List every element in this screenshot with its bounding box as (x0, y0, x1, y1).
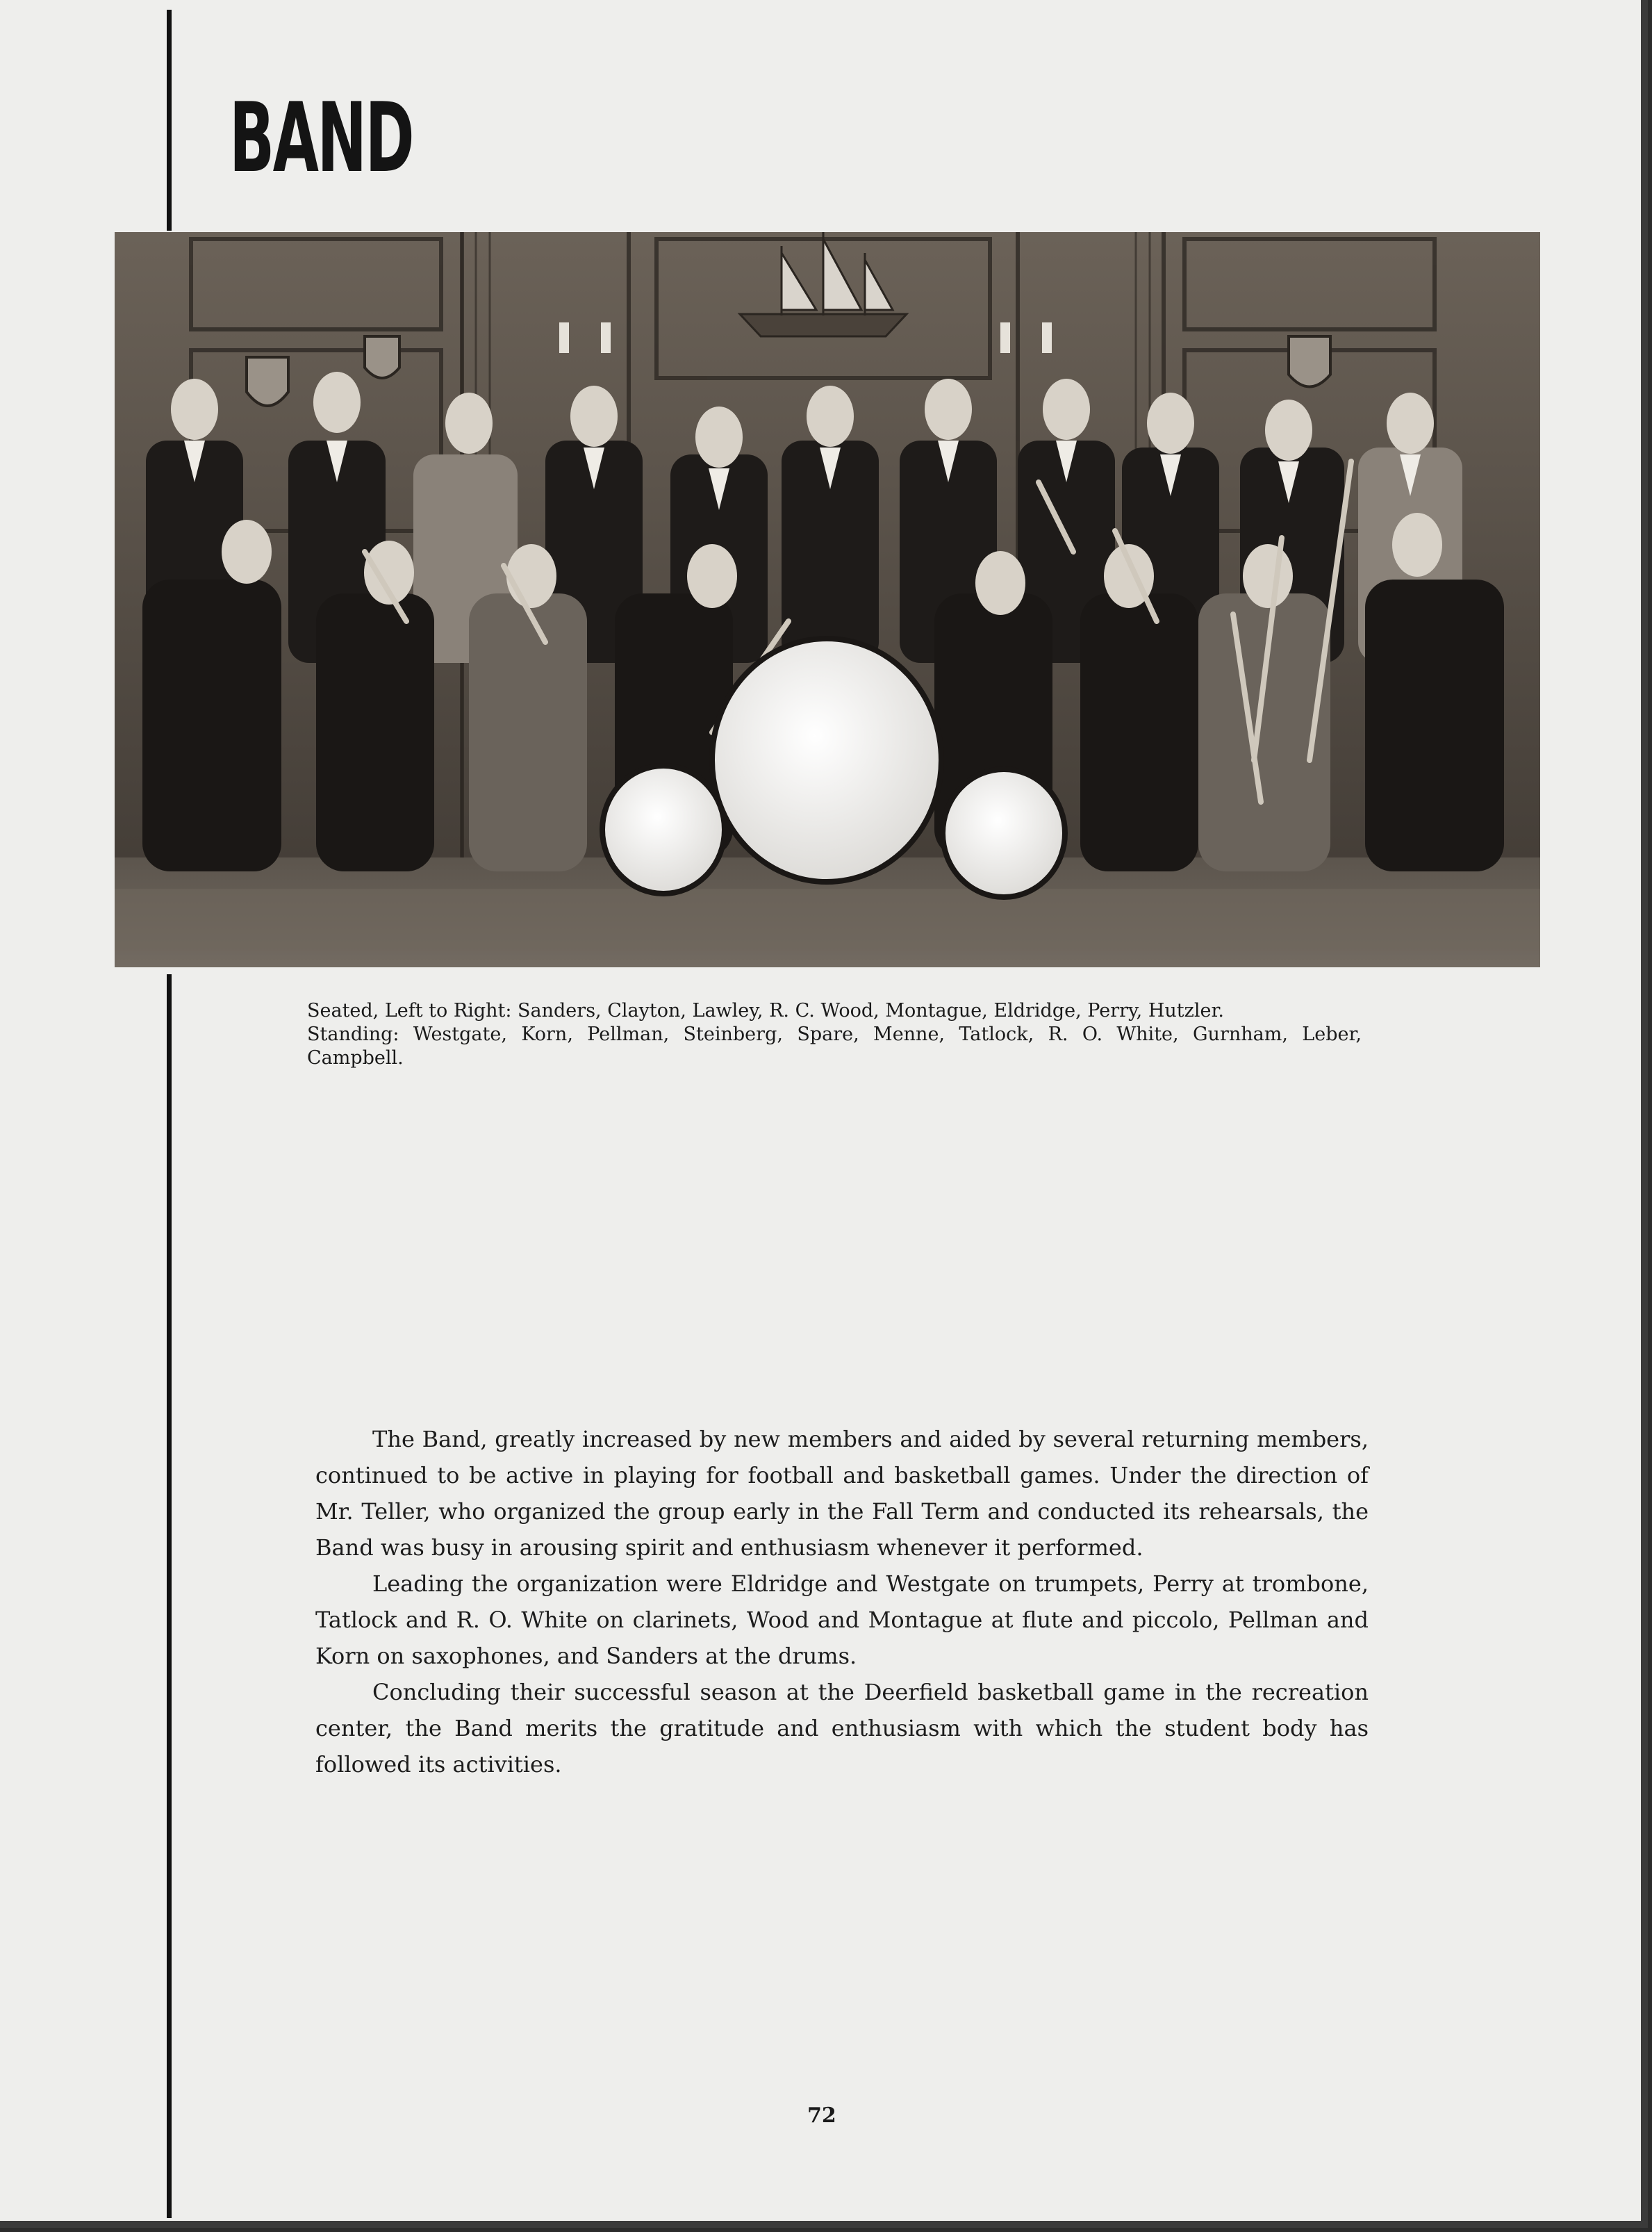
caption-standing: Standing: Westgate, Korn, Pellman, Steinberg, Spare, Menne, Tatlock, R. O. White, Gurnham, Leber, Campbell. (307, 1024, 1362, 1069)
article-body (315, 1421, 1369, 1782)
margin-rule-top (167, 10, 172, 231)
band-photo-image (115, 232, 1540, 967)
body-paragraph: Leading the organization were Eldridge and Westgate on trumpets, Perry at trombone, Tatlock and R. O. White on clarinets, Wood and Montague at flute and piccolo, Pellman and Korn on saxophones, and Sanders at the drums. (315, 1570, 1369, 1669)
photo-caption (307, 999, 1362, 1070)
margin-rule-bottom (167, 974, 172, 2218)
body-paragraph: Concluding their successful season at the Deerfield basketball game in the recreation center, the Band merits the gratitude and enthusiasm with which the student body has followed its activities. (315, 1679, 1369, 1778)
band-photo (115, 232, 1540, 967)
page-title: BAND (229, 82, 413, 194)
caption-seated: Seated, Left to Right: Sanders, Clayton, Lawley, R. C. Wood, Montague, Eldridge, Perry, Hutzler. (307, 1000, 1224, 1021)
page-number: 72 (807, 2103, 836, 2128)
body-paragraph: The Band, greatly increased by new members and aided by several returning members, continued to be active in playing for football and basketball games. Under the direction of Mr. Teller, who organized the group early in the Fall Term and conducted its rehearsals, the Band was busy in arousing spirit and enthusiasm whenever it performed. (315, 1426, 1369, 1561)
